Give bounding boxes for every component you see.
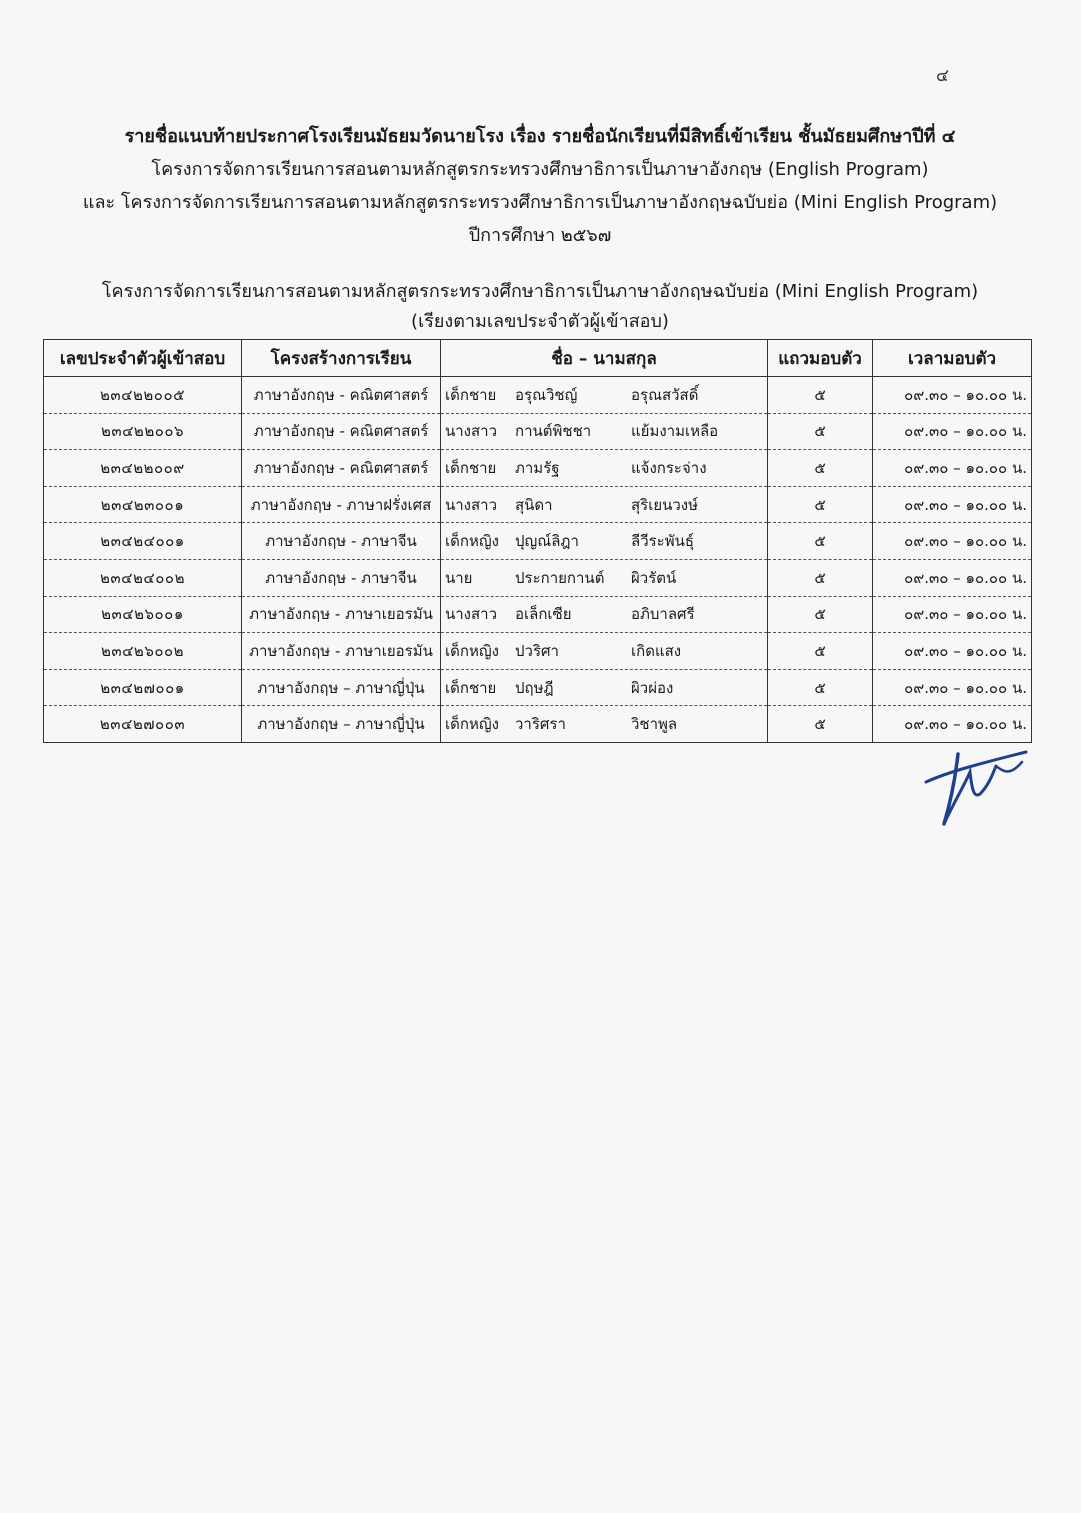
header-line-4: ปีการศึกษา ๒๕๖๗	[468, 225, 612, 246]
full-name-cell	[441, 559, 768, 596]
table-row	[44, 486, 1032, 523]
exam-id-cell: ๒๓๔๒๓๐๐๑	[44, 486, 242, 523]
full-name-cell	[441, 523, 768, 560]
header-full-name: ชื่อ – นามสกุล	[441, 340, 768, 377]
report-time-cell: ๐๙.๓๐ – ๑๐.๐๐ น.	[873, 523, 1032, 560]
report-row-cell: ๕	[768, 596, 873, 633]
header-report-time: เวลามอบตัว	[873, 340, 1032, 377]
report-row-cell: ๕	[768, 413, 873, 450]
last-name: อภิบาลศรี	[631, 605, 695, 624]
first-name: วาริศรา	[515, 715, 566, 734]
first-name: ปุญณ์ลิฎา	[515, 532, 579, 551]
section-heading	[60, 277, 1020, 337]
study-track-cell: ภาษาอังกฤษ - คณิตศาสตร์	[242, 377, 441, 414]
full-name-cell	[441, 596, 768, 633]
full-name-cell	[441, 633, 768, 670]
study-track-cell: ภาษาอังกฤษ - คณิตศาสตร์	[242, 450, 441, 487]
first-name: อเล็กเซีย	[515, 605, 572, 624]
study-track-cell: ภาษาอังกฤษ - ภาษาจีน	[242, 559, 441, 596]
name-title: นาย	[445, 568, 473, 587]
name-title: เด็กชาย	[445, 458, 497, 477]
report-time-cell: ๐๙.๓๐ – ๑๐.๐๐ น.	[873, 377, 1032, 414]
study-track-cell: ภาษาอังกฤษ – ภาษาญี่ปุ่น	[242, 669, 441, 706]
study-track-cell: ภาษาอังกฤษ - ภาษาเยอรมัน	[242, 596, 441, 633]
first-name: ปฤษฎี	[515, 678, 554, 697]
first-name: ปวริศา	[515, 641, 559, 660]
last-name: แจ้งกระจ่าง	[631, 458, 707, 477]
report-time-cell: ๐๙.๓๐ – ๑๐.๐๐ น.	[873, 559, 1032, 596]
name-title: เด็กชาย	[445, 678, 497, 697]
table-header-row	[44, 340, 1032, 377]
full-name-cell	[441, 669, 768, 706]
section-title: โครงการจัดการเรียนการสอนตามหลักสูตรกระทรวงศึกษาธิการเป็นภาษาอังกฤษฉบับย่อ (Mini English Program)	[101, 281, 979, 302]
header-line-3: และ โครงการจัดการเรียนการสอนตามหลักสูตรกระทรวงศึกษาธิการเป็นภาษาอังกฤษฉบับย่อ (Mini English Program)	[82, 192, 998, 213]
first-name: ภามรัฐ	[515, 458, 560, 477]
report-time-cell: ๐๙.๓๐ – ๑๐.๐๐ น.	[873, 633, 1032, 670]
header-report-row: แถวมอบตัว	[768, 340, 873, 377]
last-name: สุริเยนวงษ์	[631, 495, 699, 514]
last-name: ผิวรัตน์	[631, 568, 677, 587]
exam-id-cell: ๒๓๔๒๖๐๐๑	[44, 596, 242, 633]
table-body	[44, 377, 1032, 743]
header-line-2: โครงการจัดการเรียนการสอนตามหลักสูตรกระทรวงศึกษาธิการเป็นภาษาอังกฤษ (English Program)	[151, 159, 929, 180]
last-name: วิชาพูล	[631, 715, 678, 734]
report-row-cell: ๕	[768, 633, 873, 670]
study-track-cell: ภาษาอังกฤษ - ภาษาจีน	[242, 523, 441, 560]
table-row	[44, 559, 1032, 596]
full-name-cell	[441, 706, 768, 743]
name-title: เด็กหญิง	[445, 715, 499, 734]
exam-id-cell: ๒๓๔๒๒๐๐๕	[44, 377, 242, 414]
full-name-cell	[441, 450, 768, 487]
report-time-cell: ๐๙.๓๐ – ๑๐.๐๐ น.	[873, 706, 1032, 743]
page-number: ๔	[936, 66, 949, 86]
table-row	[44, 596, 1032, 633]
report-row-cell: ๕	[768, 559, 873, 596]
exam-id-cell: ๒๓๔๒๖๐๐๒	[44, 633, 242, 670]
full-name-cell	[441, 377, 768, 414]
last-name: แย้มงามเหลือ	[631, 422, 719, 441]
report-row-cell: ๕	[768, 450, 873, 487]
table-row	[44, 523, 1032, 560]
header-exam-id: เลขประจำตัวผู้เข้าสอบ	[44, 340, 242, 377]
table-row	[44, 633, 1032, 670]
header-line-1: รายชื่อแนบท้ายประกาศโรงเรียนมัธยมวัดนายโรง เรื่อง รายชื่อนักเรียนที่มีสิทธิ์เข้าเรียน ชั้นมัธยมศึกษาปีที่ ๔	[124, 126, 956, 147]
last-name: เกิดแสง	[631, 641, 682, 660]
name-title: เด็กหญิง	[445, 641, 499, 660]
name-title: เด็กชาย	[445, 385, 497, 404]
report-time-cell: ๐๙.๓๐ – ๑๐.๐๐ น.	[873, 450, 1032, 487]
first-name: กานต์พิชชา	[515, 422, 592, 441]
report-row-cell: ๕	[768, 706, 873, 743]
study-track-cell: ภาษาอังกฤษ - คณิตศาสตร์	[242, 413, 441, 450]
exam-id-cell: ๒๓๔๒๗๐๐๑	[44, 669, 242, 706]
exam-id-cell: ๒๓๔๒๒๐๐๙	[44, 450, 242, 487]
document-header	[60, 120, 1020, 252]
report-time-cell: ๐๙.๓๐ – ๑๐.๐๐ น.	[873, 669, 1032, 706]
first-name: อรุณวิชญ์	[515, 385, 578, 404]
report-time-cell: ๐๙.๓๐ – ๑๐.๐๐ น.	[873, 486, 1032, 523]
section-subtitle: (เรียงตามเลขประจำตัวผู้เข้าสอบ)	[411, 311, 669, 332]
last-name: ผิวผ่อง	[631, 678, 674, 697]
name-title: นางสาว	[445, 422, 498, 441]
table-row	[44, 706, 1032, 743]
student-roster-table	[43, 339, 1032, 743]
study-track-cell: ภาษาอังกฤษ - ภาษาเยอรมัน	[242, 633, 441, 670]
table-row	[44, 669, 1032, 706]
exam-id-cell: ๒๓๔๒๒๐๐๖	[44, 413, 242, 450]
report-row-cell: ๕	[768, 486, 873, 523]
exam-id-cell: ๒๓๔๒๔๐๐๑	[44, 523, 242, 560]
exam-id-cell: ๒๓๔๒๔๐๐๒	[44, 559, 242, 596]
exam-id-cell: ๒๓๔๒๗๐๐๓	[44, 706, 242, 743]
report-time-cell: ๐๙.๓๐ – ๑๐.๐๐ น.	[873, 413, 1032, 450]
full-name-cell	[441, 486, 768, 523]
name-title: เด็กหญิง	[445, 532, 499, 551]
table-row	[44, 450, 1032, 487]
name-title: นางสาว	[445, 495, 498, 514]
study-track-cell: ภาษาอังกฤษ - ภาษาฝรั่งเศส	[242, 486, 441, 523]
table-row	[44, 413, 1032, 450]
report-time-cell: ๐๙.๓๐ – ๑๐.๐๐ น.	[873, 596, 1032, 633]
table-row	[44, 377, 1032, 414]
header-study-track: โครงสร้างการเรียน	[242, 340, 441, 377]
last-name: อรุณสวัสดิ์	[631, 385, 699, 404]
study-track-cell: ภาษาอังกฤษ – ภาษาญี่ปุ่น	[242, 706, 441, 743]
last-name: ลีวีระพันธุ์	[631, 532, 695, 551]
name-title: นางสาว	[445, 605, 498, 624]
report-row-cell: ๕	[768, 523, 873, 560]
report-row-cell: ๕	[768, 669, 873, 706]
signature	[918, 742, 1038, 832]
full-name-cell	[441, 413, 768, 450]
first-name: ประกายกานต์	[515, 568, 605, 587]
first-name: สุนิดา	[515, 495, 553, 514]
report-row-cell: ๕	[768, 377, 873, 414]
